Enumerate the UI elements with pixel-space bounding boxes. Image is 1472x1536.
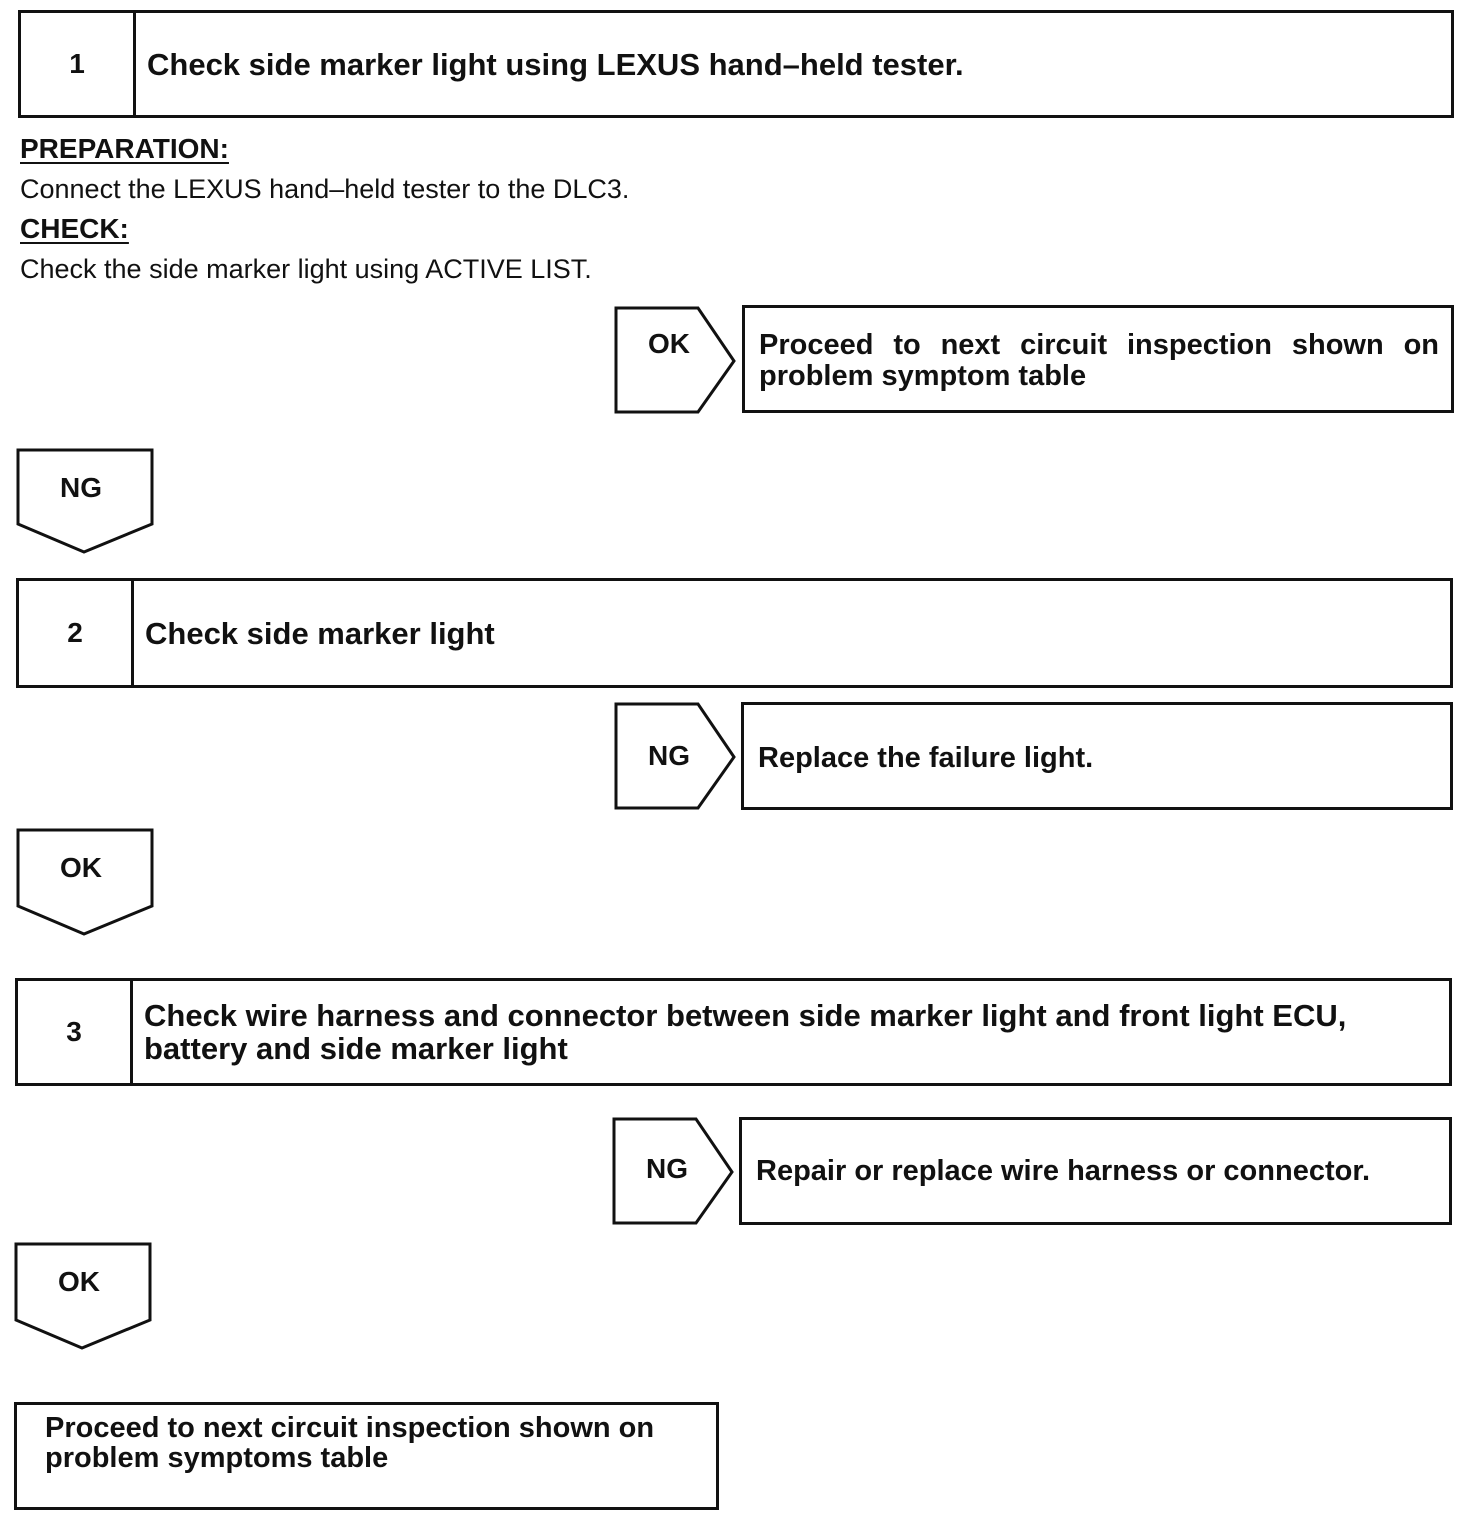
step-title: Check side marker light bbox=[145, 615, 495, 651]
step-number: 2 bbox=[19, 581, 134, 685]
step-3-box bbox=[15, 978, 1452, 1086]
check-label: CHECK: bbox=[20, 213, 129, 244]
branch-label: NG bbox=[648, 740, 690, 771]
branch-label: OK bbox=[648, 328, 690, 359]
flow-ok-arrow bbox=[16, 828, 156, 936]
final-result-box: Proceed to next circuit inspection shown on problem symptoms table bbox=[14, 1402, 719, 1510]
branch-ng-result: Repair or replace wire harness or connector. bbox=[739, 1117, 1452, 1225]
step-2-box bbox=[16, 578, 1453, 688]
arrow-right-icon bbox=[614, 306, 738, 416]
flow-label: NG bbox=[60, 472, 102, 503]
check-text: Check the side marker light using ACTIVE LIST. bbox=[20, 254, 592, 284]
step-title: Check side marker light using LEXUS hand–held tester. bbox=[147, 46, 964, 82]
branch-ng-result: Replace the failure light. bbox=[741, 702, 1453, 810]
flow-ng-arrow bbox=[16, 448, 156, 554]
branch-ok-result: Proceed to next circuit inspection shown on problem symptom table bbox=[742, 305, 1454, 413]
preparation-label: PREPARATION: bbox=[20, 133, 229, 164]
branch-ok-arrow bbox=[614, 306, 738, 416]
flow-label: OK bbox=[60, 852, 102, 883]
branch-label: NG bbox=[646, 1153, 688, 1184]
step-1-box bbox=[18, 10, 1454, 118]
step-number: 1 bbox=[21, 13, 136, 115]
preparation-text: Connect the LEXUS hand–held tester to the DLC3. bbox=[20, 174, 630, 204]
step-number: 3 bbox=[18, 981, 133, 1083]
flow-ok-arrow bbox=[14, 1242, 154, 1350]
flow-label: OK bbox=[58, 1266, 100, 1297]
branch-ng-arrow bbox=[614, 702, 738, 812]
branch-ng-arrow bbox=[612, 1117, 736, 1227]
step-title: Check wire harness and connector between side marker light and front light ECU, battery and side marker light bbox=[144, 998, 1347, 1066]
